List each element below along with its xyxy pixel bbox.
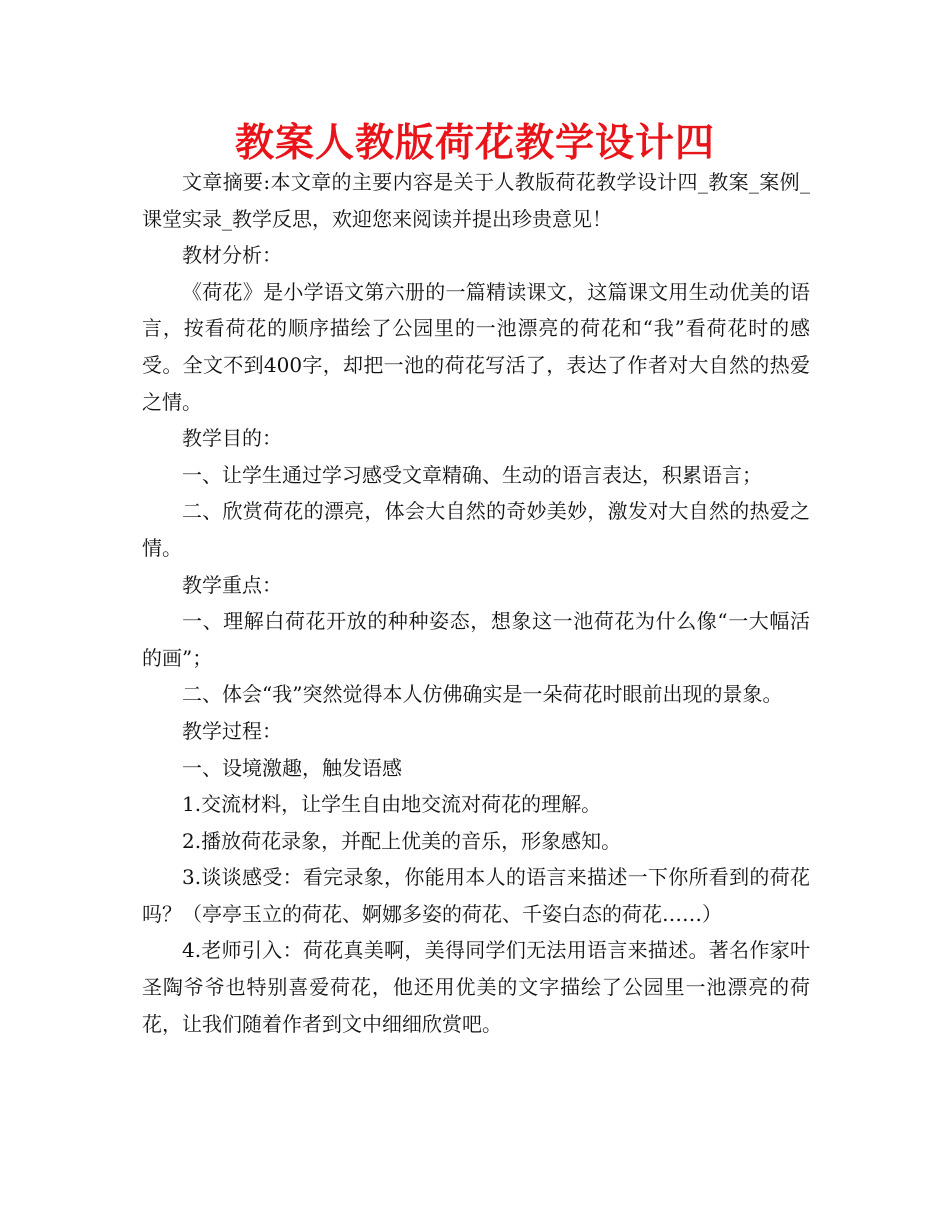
section-heading-material-analysis: 教材分析： (182, 243, 282, 268)
section-heading-key-points: 教学重点： (182, 572, 282, 597)
process-step-item: 3.谈谈感受：看完录象，你能用本人的语言来描述一下你所看到的荷花吗？（亭亭玉立的荷花、婀娜多姿的荷花、千姿白态的荷花……） (142, 865, 810, 926)
document-body (142, 164, 810, 1042)
material-analysis-paragraph: 《荷花》是小学语文第六册的一篇精读课文，这篇课文用生动优美的语言，按看荷花的顺序描绘了公园里的一池漂亮的荷花和“我”看荷花时的感受。全文不到400字，却把一池的荷花写活了，表达了作者对大自然的热爱之情。 (142, 279, 810, 414)
process-step-heading: 一、设境激趣，触发语感 (182, 755, 402, 780)
key-point-item: 一、理解白荷花开放的种种姿态，想象这一池荷花为什么像“一大幅活的画”； (142, 609, 810, 670)
abstract-paragraph: 文章摘要:本文章的主要内容是关于人教版荷花教学设计四_教案_案例_课堂实录_教学反思，欢迎您来阅读并提出珍贵意见！ (142, 170, 810, 231)
key-point-item: 二、体会“我”突然觉得本人仿佛确实是一朵荷花时眼前出现的景象。 (182, 682, 783, 707)
teaching-goal-item: 一、让学生通过学习感受文章精确、生动的语言表达，积累语言； (182, 462, 762, 487)
document-title: 教案人教版荷花教学设计四 (234, 121, 715, 166)
section-heading-teaching-process: 教学过程： (182, 718, 282, 743)
teaching-goal-item: 二、欣赏荷花的漂亮，体会大自然的奇妙美妙，激发对大自然的热爱之情。 (142, 499, 810, 560)
process-step-item: 1.交流材料，让学生自由地交流对荷花的理解。 (182, 792, 602, 817)
process-step-item: 4.老师引入：荷花真美啊，美得同学们无法用语言来描述。著名作家叶圣陶爷爷也特别喜爱荷花，他还用优美的文字描绘了公园里一池漂亮的荷花，让我们随着作者到文中细细欣赏吧。 (142, 938, 810, 1036)
process-step-item: 2.播放荷花录象，并配上优美的音乐，形象感知。 (182, 828, 622, 853)
section-heading-teaching-goals: 教学目的： (182, 426, 282, 451)
